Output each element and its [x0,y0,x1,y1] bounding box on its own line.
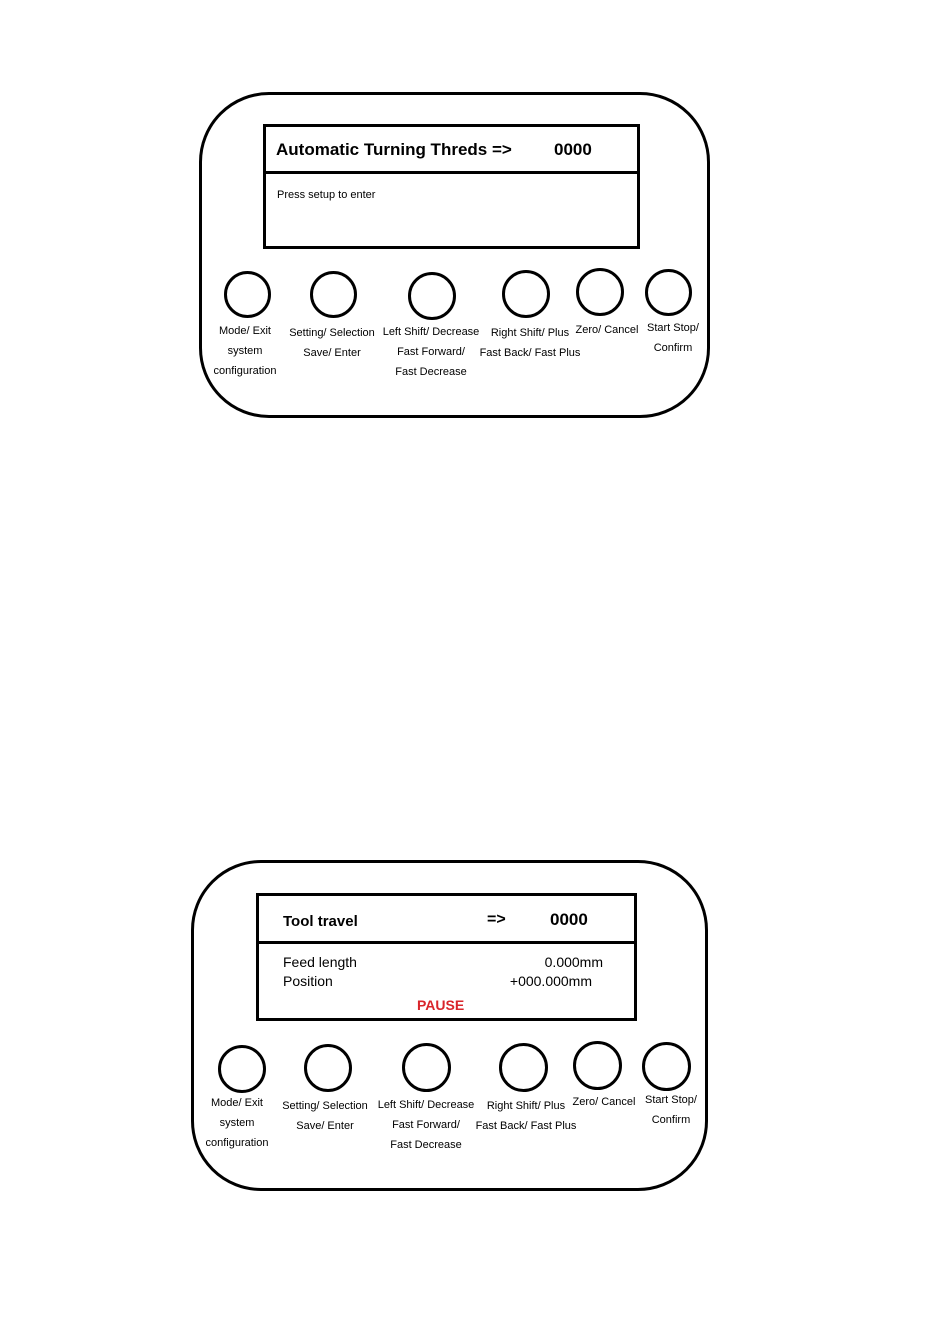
control-panel-2 [191,860,708,1191]
left-shift-decrease-label: Left Shift/ Decrease Fast Forward/ Fast Decrease [382,326,480,378]
control-panel-1 [199,92,710,418]
zero-cancel-label: Zero/ Cancel [575,324,639,336]
right-shift-plus-label: Right Shift/ Plus Fast Back/ Fast Plus [479,327,581,359]
left-shift-decrease-button[interactable] [408,272,456,320]
lcd-prompt: Press setup to enter [277,189,376,201]
zero-cancel-label: Zero/ Cancel [572,1096,636,1108]
status-pause: PAUSE [417,997,465,1013]
start-stop-button[interactable] [645,269,692,316]
lcd-screen-2 [256,893,637,1021]
right-shift-plus-label: Right Shift/ Plus Fast Back/ Fast Plus [475,1100,577,1132]
feed-length-label: Feed length [283,954,357,970]
setting-selection-button[interactable] [304,1044,352,1092]
lcd-value: 0000 [554,140,592,159]
zero-cancel-button[interactable] [573,1041,622,1090]
left-shift-decrease-label: Left Shift/ Decrease Fast Forward/ Fast Decrease [377,1099,475,1151]
lcd-title: Automatic Turning Threds [276,140,488,159]
feed-length-value: 0.000mm [544,954,603,970]
mode-exit-button[interactable] [218,1045,266,1093]
lcd-screen-1 [263,124,640,249]
mode-exit-label: Mode/ Exit system configuration [205,1097,269,1149]
lcd-title: Tool travel [283,913,358,930]
left-shift-decrease-button[interactable] [402,1043,451,1092]
lcd-arrow: => [487,911,506,928]
position-value: +000.000mm [509,973,592,989]
setting-selection-label: Setting/ Selection Save/ Enter [282,1100,368,1132]
mode-exit-label: Mode/ Exit system configuration [213,325,277,377]
lcd-header-2 [259,896,634,944]
setting-selection-button[interactable] [310,271,357,318]
lcd-value: 0000 [550,910,588,929]
start-stop-button[interactable] [642,1042,691,1091]
zero-cancel-button[interactable] [576,268,624,316]
right-shift-plus-button[interactable] [499,1043,548,1092]
lcd-header-1 [266,127,637,174]
mode-exit-button[interactable] [224,271,271,318]
lcd-arrow: => [492,140,512,159]
setting-selection-label: Setting/ Selection Save/ Enter [289,327,375,359]
start-stop-label: Start Stop/ Confirm [647,322,699,354]
position-label: Position [283,973,333,989]
right-shift-plus-button[interactable] [502,270,550,318]
start-stop-label: Start Stop/ Confirm [645,1094,697,1126]
